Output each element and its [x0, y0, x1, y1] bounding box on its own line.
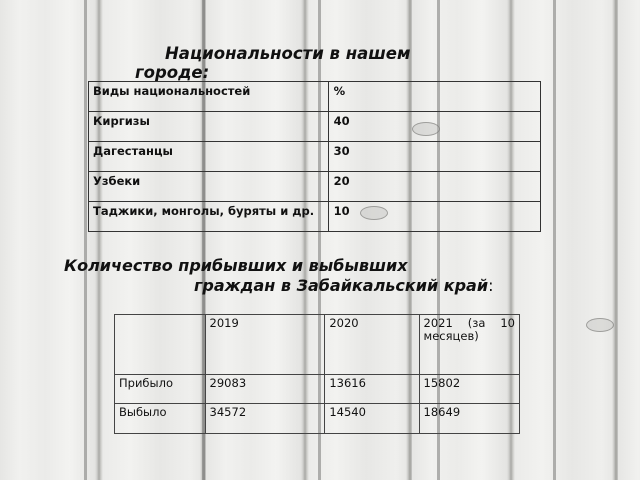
table-header-cell: 2021 (за 10 месяцев): [419, 315, 519, 375]
migration-table: [114, 314, 520, 434]
table-header-cell: 2020: [325, 315, 419, 375]
migration-title-suffix: :: [488, 276, 494, 295]
table-header-cell: 2019: [205, 315, 325, 375]
migration-title: [64, 256, 544, 296]
table-header-cell: [115, 315, 206, 375]
table-cell: 13616: [325, 375, 419, 404]
table-cell: 14540: [325, 404, 419, 434]
table-cell: 15802: [419, 375, 519, 404]
table-row: [115, 404, 520, 434]
table-row: [89, 202, 541, 232]
migration-title-line1: Количество прибывших и выбывших: [64, 256, 408, 275]
table-header-cell: %: [328, 82, 540, 112]
table-cell: Прибыло: [115, 375, 206, 404]
table-cell: 34572: [205, 404, 325, 434]
migration-title-line2: граждан в Забайкальский край: [194, 276, 489, 295]
table-cell: Выбыло: [115, 404, 206, 434]
table-row: [89, 172, 541, 202]
table-cell: Дагестанцы: [89, 142, 329, 172]
table-cell: 29083: [205, 375, 325, 404]
table-row: [115, 375, 520, 404]
table-row: [115, 315, 520, 375]
table-cell: 30: [328, 142, 540, 172]
table-cell: Таджики, монголы, буряты и др.: [89, 202, 329, 232]
table-cell: 20: [328, 172, 540, 202]
wood-knot: [586, 318, 614, 332]
table-header-cell: Виды национальностей: [89, 82, 329, 112]
table-row: [89, 112, 541, 142]
nationalities-table: [88, 81, 541, 232]
wood-plank-seam: [553, 0, 556, 480]
nationalities-title: Национальности в нашем городе:: [135, 44, 411, 82]
table-cell: 10: [328, 202, 540, 232]
wood-plank-seam: [84, 0, 87, 480]
migration-title-line2-wrap: [64, 276, 544, 296]
table-cell: Узбеки: [89, 172, 329, 202]
table-cell: Киргизы: [89, 112, 329, 142]
table-cell: 40: [328, 112, 540, 142]
table-cell: 18649: [419, 404, 519, 434]
table-row: [89, 142, 541, 172]
table-row: [89, 82, 541, 112]
